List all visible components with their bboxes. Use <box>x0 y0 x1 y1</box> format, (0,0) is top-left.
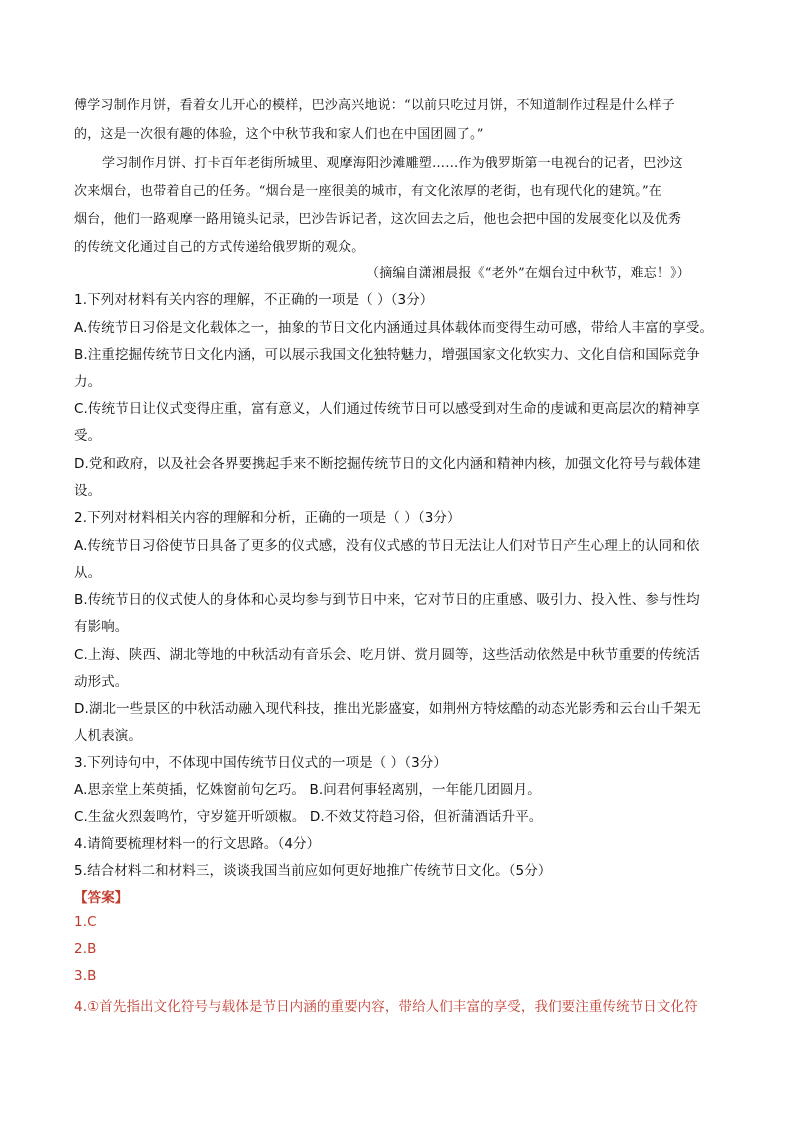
question-2-stem: 2.下列对材料相关内容的理解和分析，正确的一项是（ ）（3分） <box>74 510 461 526</box>
passage-paragraph-1-line-1: 傅学习制作月饼，看着女儿开心的模样，巴沙高兴地说：“以前只吃过月饼，不知道制作过程是什么样子 <box>74 98 675 113</box>
question-2-option-b-line-1: B.传统节日的仪式使人的身体和心灵均参与到节日中来，它对节日的庄重感、吸引力、投入性、参与性均 <box>74 592 700 608</box>
question-1-option-b-line-2: 力。 <box>74 374 102 390</box>
passage-paragraph-2-line-1: 学习制作月饼、打卡百年老街所城里、观摩海阳沙滩雕塑……作为俄罗斯第一电视台的记者，巴沙这 <box>102 156 683 171</box>
question-2-option-c-line-1: C.上海、陕西、湖北等地的中秋活动有音乐会、吃月饼、赏月圆等，这些活动依然是中秋节重要的传统活 <box>74 647 700 663</box>
answer-4-line-1: 4.①首先指出文化符号与载体是节日内涵的重要内容，带给人们丰富的享受，我们要注重传统节日文化符 <box>74 999 698 1015</box>
passage-paragraph-1-line-2: 的，这是一次很有趣的体验，这个中秋节我和家人们也在中国团圆了。” <box>74 127 484 142</box>
question-1-option-b-line-1: B.注重挖掘传统节日文化内涵，可以展示我国文化独特魅力，增强国家文化软实力、文化自信和国际竞争 <box>74 347 700 363</box>
question-2-option-c-line-2: 动形式。 <box>74 674 129 690</box>
passage-paragraph-2-line-3: 烟台，他们一路观摩一路用镜头记录，巴沙告诉记者，这次回去之后，他也会把中国的发展变化以及优秀 <box>74 212 682 227</box>
question-2-option-b-line-2: 有影响。 <box>74 619 129 635</box>
question-3-stem: 3.下列诗句中，不体现中国传统节日仪式的一项是（ ）（3分） <box>74 755 448 771</box>
passage-paragraph-2-line-2: 次来烟台，也带着自己的任务。“烟台是一座很美的城市，有文化浓厚的老街，也有现代化的建筑。”在 <box>74 184 662 199</box>
question-2-option-a-line-2: 从。 <box>74 565 102 581</box>
question-1-option-d-line-2: 设。 <box>74 483 102 499</box>
answer-header: 【答案】 <box>74 890 129 906</box>
passage-source: （摘编自潇湘晨报《“老外”在烟台过中秋节，难忘！》） <box>366 266 690 281</box>
question-3-options-a-b: A.思亲堂上茱萸插，忆姝窗前句乞巧。 B.问君何事轻离别，一年能几团圆月。 <box>74 782 541 798</box>
answer-2: 2.B <box>74 941 97 957</box>
question-1-option-d-line-1: D.党和政府，以及社会各界要携起手来不断挖掘传统节日的文化内涵和精神内核，加强文化符号与载体建 <box>74 456 701 472</box>
answer-1: 1.C <box>74 914 97 930</box>
question-2-option-d-line-2: 人机表演。 <box>74 728 142 744</box>
question-1-stem: 1.下列对材料有关内容的理解，不正确的一项是（ ）（3分） <box>74 292 434 308</box>
question-1-option-c-line-2: 受。 <box>74 428 102 444</box>
question-2-option-a-line-1: A.传统节日习俗使节日具备了更多的仪式感，没有仪式感的节日无法让人们对节日产生心理上的认同和依 <box>74 538 700 554</box>
answer-3: 3.B <box>74 968 97 984</box>
passage-paragraph-2-line-4: 的传统文化通过自己的方式传递给俄罗斯的观众。 <box>74 240 365 255</box>
question-1-option-a: A.传统节日习俗是文化载体之一，抽象的节日文化内涵通过具体载体而变得生动可感，带给人丰富的享受。 <box>74 320 714 336</box>
question-3-options-c-d: C.生盆火烈轰鸣竹，守岁筵开听颂椒。 D.不效艾符趋习俗，但祈蒲酒话升平。 <box>74 809 543 825</box>
question-1-option-c-line-1: C.传统节日让仪式变得庄重，富有意义，人们通过传统节日可以感受到对生命的虔诚和更高层次的精神享 <box>74 401 700 417</box>
question-5-stem: 5.结合材料二和材料三，谈谈我国当前应如何更好地推广传统节日文化。（5分） <box>74 863 552 879</box>
question-4-stem: 4.请简要梳理材料一的行文思路。（4分） <box>74 836 321 852</box>
question-2-option-d-line-1: D.湖北一些景区的中秋活动融入现代科技，推出光影盛宴，如荆州方特炫酷的动态光影秀和云台山千架无 <box>74 701 701 717</box>
